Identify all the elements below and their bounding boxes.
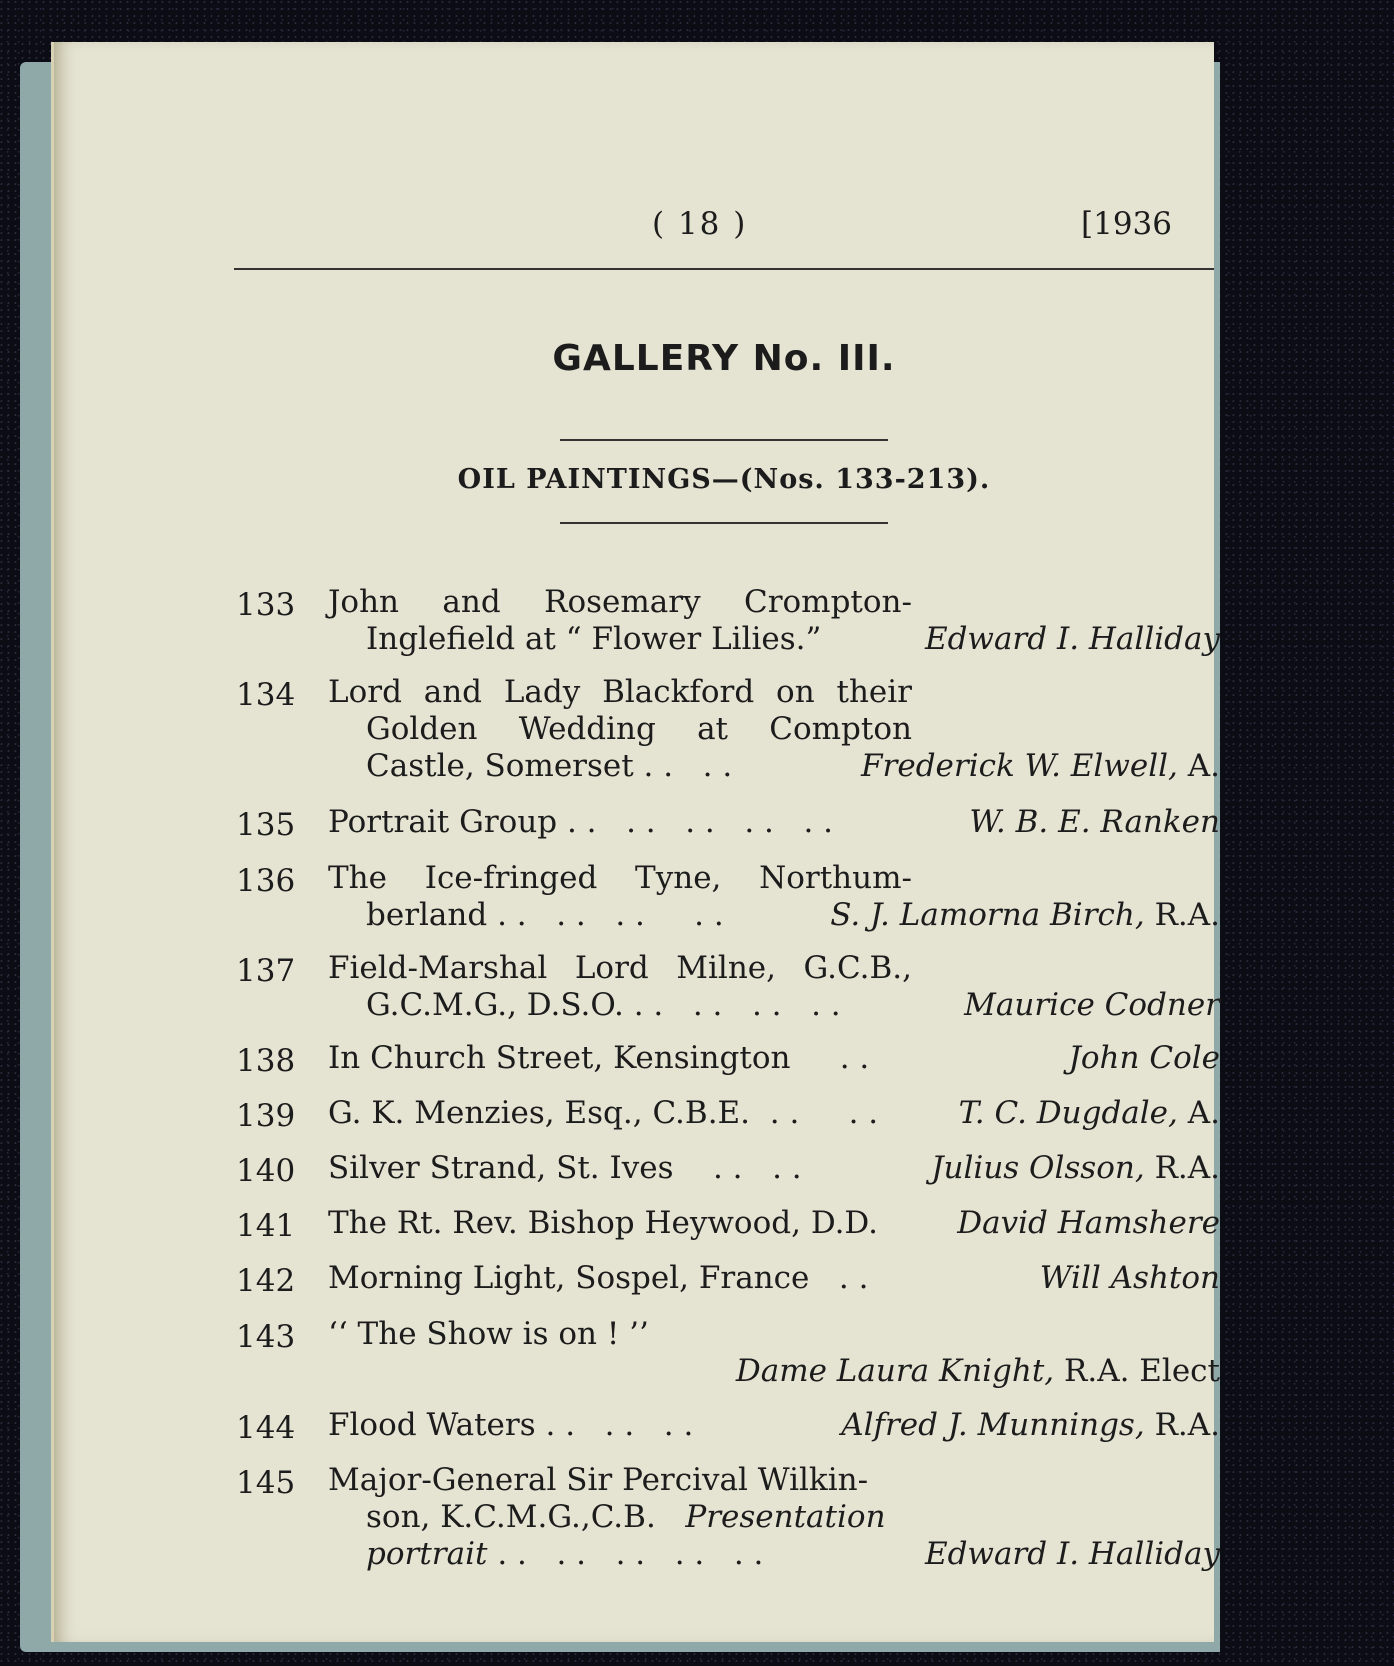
entry-title-line: Golden Wedding at Compton: [366, 711, 912, 747]
entry-title: G. K. Menzies, Esq., C.B.E. . . . .: [328, 1095, 879, 1131]
entry-number: 143: [236, 1319, 296, 1355]
entry-number: 144: [236, 1410, 296, 1446]
artist-name: Alfred J. Munnings, R.A.: [841, 1407, 1220, 1443]
artist-name: David Hamshere: [957, 1205, 1220, 1241]
section-subtitle: OIL PAINTINGS—(Nos. 133-213).: [457, 464, 991, 495]
entry-number: 139: [236, 1098, 296, 1134]
entry-title: In Church Street, Kensington . .: [328, 1040, 870, 1076]
entry-number: 137: [236, 953, 296, 989]
page-number: ( 18 ): [652, 206, 748, 242]
gallery-title: GALLERY No. III.: [552, 338, 896, 379]
header-rule: [234, 268, 1214, 270]
entry-title-line: The Ice-fringed Tyne, Northum-: [328, 860, 912, 896]
artist-name: S. J. Lamorna Birch, R.A.: [830, 897, 1220, 933]
entry-title-line: Major-General Sir Percival Wilkin-: [328, 1462, 869, 1498]
entry-number: 145: [236, 1465, 296, 1501]
artist-name: Julius Olsson, R.A.: [931, 1150, 1220, 1186]
entry-title-line: John and Rosemary Crompton-: [328, 584, 912, 620]
artist-name: John Cole: [1068, 1040, 1220, 1076]
entry-title: The Rt. Rev. Bishop Heywood, D.D.: [328, 1205, 879, 1241]
entry-title: Flood Waters . . . . . .: [328, 1407, 694, 1443]
entry-title: Morning Light, Sospel, France . .: [328, 1260, 869, 1296]
entry-title-line: portrait . . . . . . . . . .: [366, 1536, 764, 1572]
artist-name: Edward I. Halliday: [924, 621, 1220, 657]
artist-name: Dame Laura Knight, R.A. Elect: [735, 1353, 1220, 1389]
title-rule-lower: [560, 522, 888, 524]
entry-title-line: Inglefield at “ Flower Lilies.”: [366, 621, 822, 657]
artist-name: Frederick W. Elwell, A.: [861, 748, 1220, 784]
entry-title: ‘‘ The Show is on ! ’’: [328, 1316, 649, 1352]
entry-title-line: Field-Marshal Lord Milne, G.C.B.,: [328, 950, 912, 986]
entry-number: 136: [236, 863, 296, 899]
entry-number: 141: [236, 1208, 296, 1244]
artist-name: Will Ashton: [1039, 1260, 1220, 1296]
entry-title-line: son, K.C.M.G.,C.B. Presentation: [366, 1499, 886, 1535]
artist-name: Maurice Codner: [964, 987, 1220, 1023]
entry-number: 138: [236, 1043, 296, 1079]
entry-title-line: Lord and Lady Blackford on their: [328, 674, 912, 710]
entry-number: 134: [236, 677, 296, 713]
entry-title-line: berland . . . . . . . .: [366, 897, 724, 933]
entry-title-line: Castle, Somerset . . . .: [366, 748, 733, 784]
catalogue-page: [54, 42, 1220, 1642]
year-heading: [1936: [1081, 206, 1172, 242]
entry-number: 140: [236, 1153, 296, 1189]
entry-title: Portrait Group . . . . . . . . . .: [328, 804, 834, 840]
artist-name: T. C. Dugdale, A.: [958, 1095, 1220, 1131]
artist-name: W. B. E. Ranken: [969, 804, 1220, 840]
entry-number: 142: [236, 1263, 296, 1299]
entry-title: Silver Strand, St. Ives . . . .: [328, 1150, 802, 1186]
artist-name: Edward I. Halliday: [924, 1536, 1220, 1572]
entry-number: 133: [236, 587, 296, 623]
entry-number: 135: [236, 807, 296, 843]
title-rule-upper: [560, 439, 888, 441]
entry-title-line: G.C.M.G., D.S.O. . . . . . . . .: [366, 987, 841, 1023]
